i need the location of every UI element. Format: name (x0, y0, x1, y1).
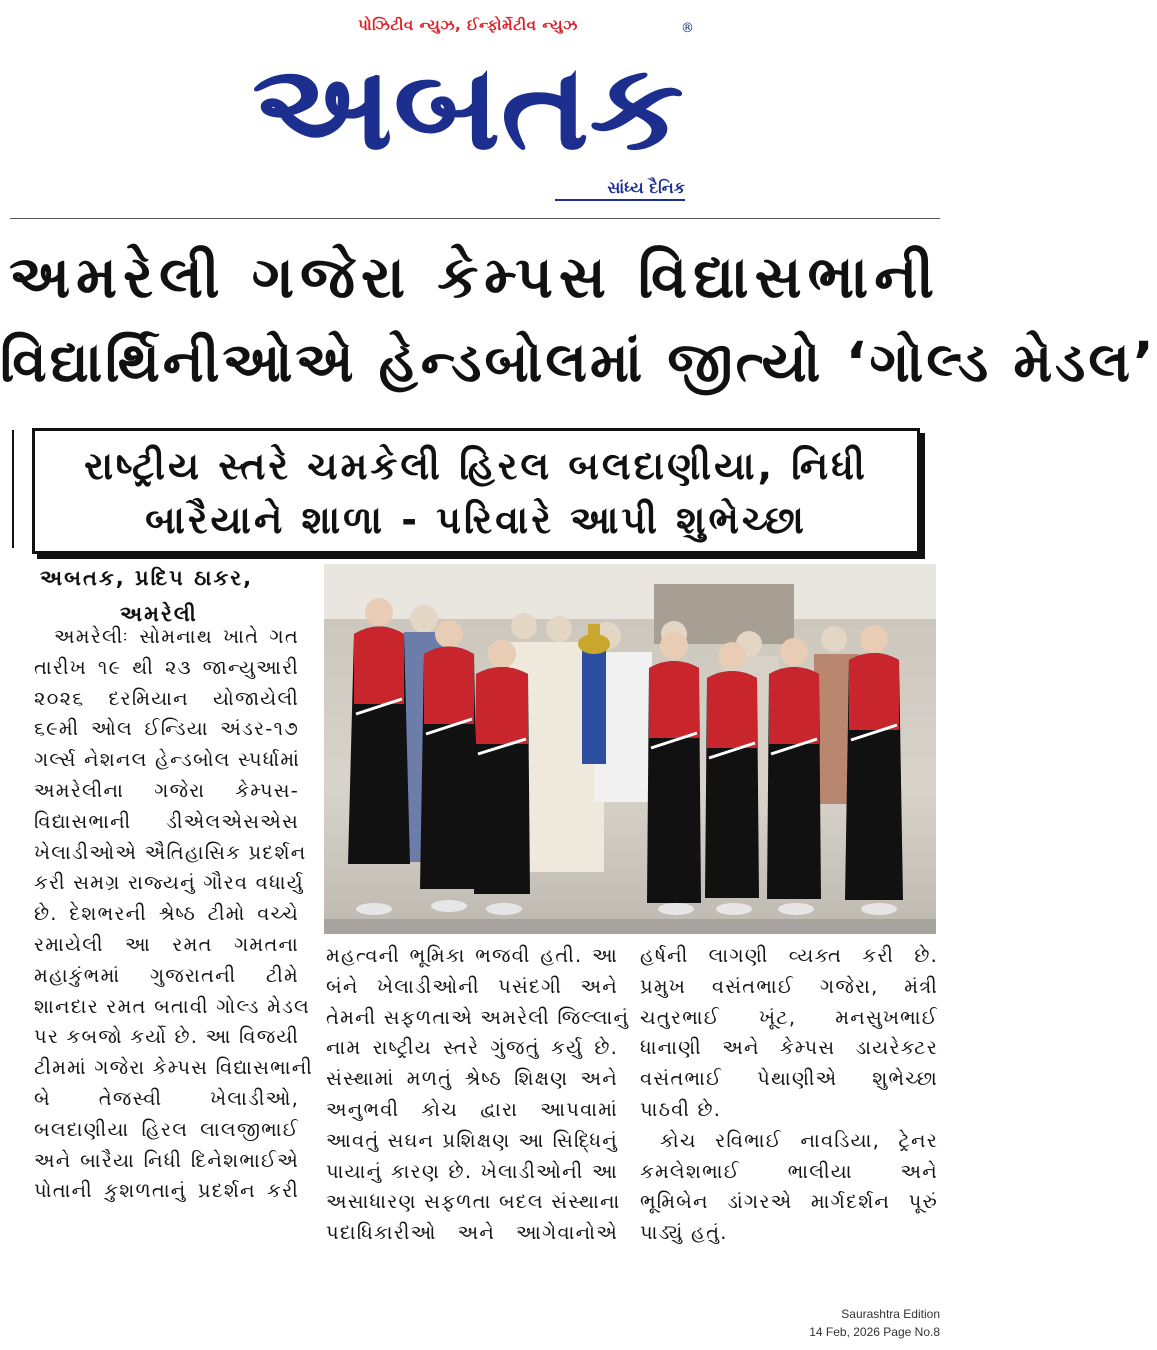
byline-place: અમરેલી (120, 602, 198, 626)
article-line: વસંતભાઈ પેથાણીએ શુભેચ્છા (640, 1067, 938, 1091)
article-line: બલદાણીયા હિરલ લાલજીભાઈ (34, 1117, 299, 1141)
article-line: છે. દેશભરની શ્રેષ્ઠ ટીમો વચ્ચે (34, 902, 299, 926)
article-line: હર્ષની લાગણી વ્યક્ત કરી છે. (640, 944, 938, 967)
masthead-underline (555, 199, 685, 201)
masthead-logo (248, 38, 688, 176)
trophy (578, 624, 610, 764)
article-line: આવતું સઘન પ્રશિક્ષણ આ સિદ્ધિનું (326, 1128, 618, 1152)
article-line: પાઠવી છે. (640, 1097, 722, 1121)
article-line: સંસ્થામાં મળતું શ્રેષ્ઠ શિક્ષણ અને (326, 1067, 618, 1091)
article-line: પાયાનું કારણ છે. ખેલાડીઓની આ (326, 1159, 618, 1183)
article-line: ભૂમિબેન ડાંગરએ માર્ગદર્શન પૂરું (640, 1190, 938, 1214)
article-line: ટીમમાં ગજેરા કેમ્પસ વિદ્યાસભાની (34, 1056, 314, 1080)
article-line: ધાનાણી અને કેમ્પસ ડાયરેક્ટર (640, 1036, 938, 1060)
article-line: તારીખ ૧૯ થી ૨૩ જાન્યુઆરી (34, 655, 299, 679)
article-line: ખેલાડીઓએ ઐતિહાસિક પ્રદર્શન (34, 840, 307, 864)
article-line: પર કબજો કર્યો છે. આ વિજયી (34, 1025, 300, 1049)
article-line: અનુભવી કોચ દ્વારા આપવામાં (326, 1097, 618, 1121)
logo-wordmark: અબતક (252, 38, 684, 176)
article-line: પાડ્યું હતું. (640, 1221, 728, 1245)
article-line: કરી સમગ્ર રાજ્યનું ગૌરવ વધાર્યુ (34, 871, 304, 895)
masthead-subtitle: સાંધ્ય દૈનિક (607, 178, 685, 197)
subheadline-line-1: રાષ્ટ્રીય સ્તરે ચમકેલી હિરલ બલદાણીયા, નિધી (84, 444, 868, 488)
photo-floor (324, 919, 936, 934)
headline-line-2: વિદ્યાર્થિનીઓએ હેન્ડબોલમાં જીત્યો ‘ગોલ્ડ મેડલ’ (0, 330, 1157, 394)
article-column-2 (326, 941, 630, 1249)
article-line: ૨૦૨૬ દરમિયાન યોજાયેલી (34, 686, 299, 710)
subheadline-line-2: બારૈયાને શાળા - પરિવારે આપી શુભેચ્છા (145, 498, 807, 542)
edition-label: Saurashtra Edition (841, 1307, 940, 1321)
article-line: બે તેજસ્વી ખેલાડીઓ, (34, 1086, 299, 1110)
article-column-3 (640, 941, 938, 1249)
article-line: કોચ રવિભાઈ નાવડિયા, ટ્રેનર (660, 1128, 938, 1152)
article-line: અમરેલીના ગજેરા કેમ્પસ- (34, 778, 299, 802)
article-line: ગર્લ્સ નેશનલ હેન્ડબોલ સ્પર્ધામાં (34, 748, 301, 772)
masthead-tagline: પોઝિટીવ ન્યુઝ, ઈન્ફોર્મેટીવ ન્યુઝ (358, 16, 578, 34)
article-line: તેમની સફળતાએ અમરેલી જિલ્લાનું (326, 1005, 630, 1029)
article-line: પ્રમુખ વસંતભાઈ ગજેરા, મંત્રી (640, 974, 938, 998)
article-line: મહાકુંભમાં ગુજરાતની ટીમે (34, 963, 299, 987)
article-line: અને બારૈયા નિધી દિનેશભાઈએ (34, 1148, 299, 1172)
date-page-label: 14 Feb, 2026 Page No.8 (809, 1325, 940, 1339)
article-column-1 (34, 622, 314, 1207)
article-line: પોતાની કુશળતાનું પ્રદર્શન કરી (34, 1179, 299, 1203)
registered-mark: ® (681, 21, 694, 36)
headline-line-1: અમરેલી ગજેરા કેમ્પસ વિદ્યાસભાની (8, 243, 940, 311)
byline-author: અબતક, પ્રદિપ ઠાકર, (40, 566, 254, 590)
article-line: ૬૯મી ઓલ ઈન્ડિયા અંડર-૧૭ (34, 717, 299, 741)
article-line: નામ રાષ્ટ્રીય સ્તરે ગુંજતું કર્યુ છે. (326, 1036, 618, 1060)
article-line: રમાયેલી આ રમત ગમતના (34, 932, 299, 956)
article-line: વિદ્યાસભાની ડીએલએસએસ (34, 809, 299, 833)
article-line: શાનદાર રમત બતાવી ગોલ્ડ મેડલ (34, 994, 310, 1018)
subheadline-side-rule (12, 430, 26, 548)
subheadline-box (32, 428, 920, 554)
article-line: મહત્વની ભૂમિકા ભજવી હતી. આ (326, 944, 618, 967)
article-line: કમલેશભાઈ ભાલીયા અને (640, 1159, 938, 1183)
article-line: પદાધિકારીઓ અને આગેવાનોએ (326, 1221, 618, 1245)
team-photo (324, 564, 936, 934)
article-line: ચતુરભાઈ ખૂંટ, મનસુખભાઈ (640, 1005, 938, 1029)
article-line: અમરેલીઃ સોમનાથ ખાતે ગત (54, 625, 299, 648)
top-divider (10, 218, 940, 219)
article-line: અસાધારણ સફળતા બદલ સંસ્થાના (326, 1190, 621, 1214)
article-line: બંને ખેલાડીઓની પસંદગી અને (326, 974, 618, 998)
